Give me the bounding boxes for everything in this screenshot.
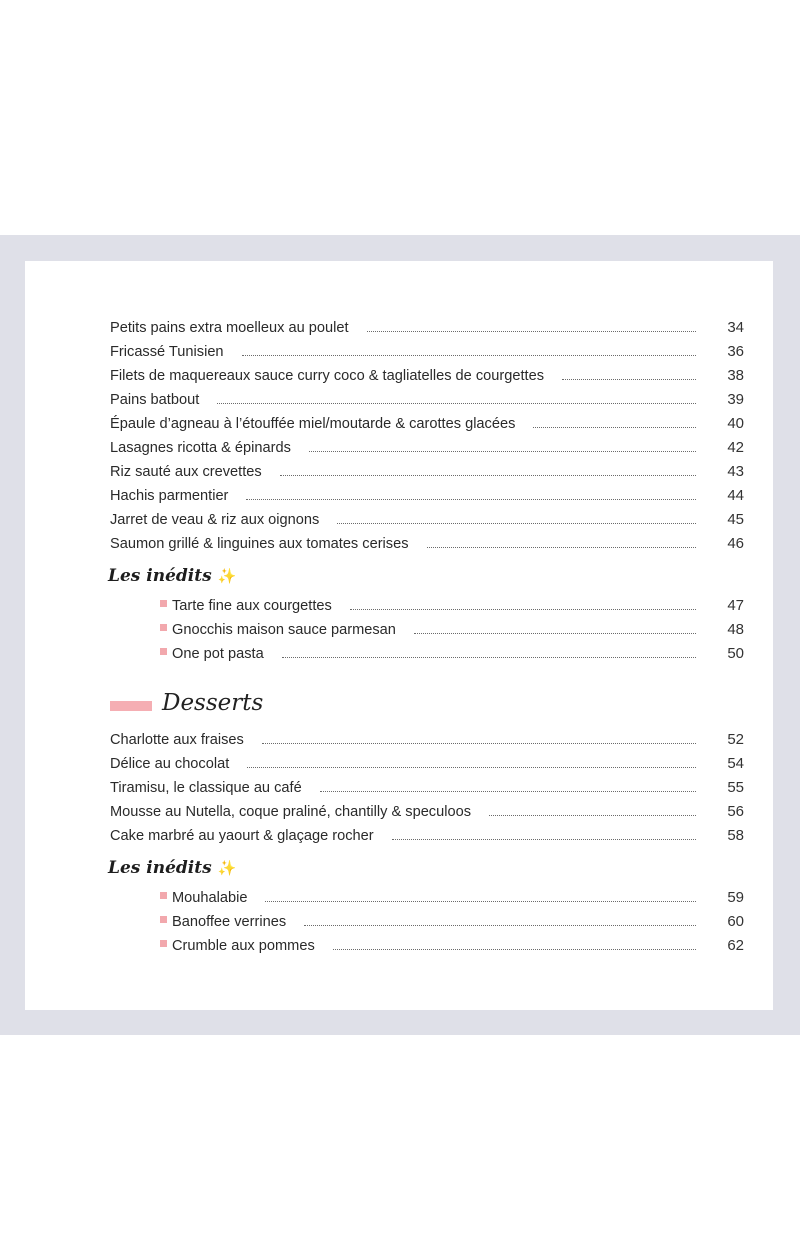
- toc-entry[interactable]: [110, 823, 744, 845]
- dot-leader: [247, 767, 696, 768]
- dot-leader: [242, 355, 696, 356]
- entry-page: 42: [727, 439, 744, 456]
- toc-entry[interactable]: [110, 387, 744, 409]
- square-bullet-icon: [160, 600, 167, 607]
- toc-entry[interactable]: [160, 641, 744, 663]
- entry-page: 54: [727, 755, 744, 772]
- toc-entry[interactable]: [110, 459, 744, 481]
- entry-title: Tiramisu, le classique au café: [110, 780, 302, 796]
- entry-title: [160, 937, 325, 955]
- toc-entry[interactable]: [160, 593, 744, 615]
- dot-leader: [246, 499, 696, 500]
- toc-entry[interactable]: [110, 315, 744, 337]
- entry-page: 44: [727, 487, 744, 504]
- entry-page: 40: [727, 415, 744, 432]
- toc-entry[interactable]: [110, 727, 744, 749]
- toc-entry[interactable]: [110, 531, 744, 553]
- toc-entry[interactable]: [110, 411, 744, 433]
- entry-page: 55: [727, 779, 744, 796]
- toc-entry[interactable]: [110, 363, 744, 385]
- section-heading-desserts: [110, 690, 263, 716]
- entry-page: 45: [727, 511, 744, 528]
- entry-page: 52: [727, 731, 744, 748]
- toc-entry[interactable]: [110, 339, 744, 361]
- entry-title: [160, 621, 406, 639]
- entry-title-text: Mouhalabie: [172, 890, 248, 906]
- entry-title-text: Tarte fine aux courgettes: [172, 598, 332, 614]
- toc-entry[interactable]: [160, 885, 744, 907]
- entry-title: [160, 913, 296, 931]
- inedits-heading-text: Les inédits: [108, 566, 212, 586]
- dot-leader: [282, 657, 696, 658]
- dot-leader: [533, 427, 696, 428]
- entry-page: 36: [727, 343, 744, 360]
- toc-entry[interactable]: [160, 909, 744, 931]
- toc-entry[interactable]: [110, 751, 744, 773]
- entry-title: Charlotte aux fraises: [110, 732, 244, 748]
- entry-title: [160, 645, 274, 663]
- entry-page: 59: [727, 889, 744, 906]
- dot-leader: [350, 609, 696, 610]
- entry-page: 47: [727, 597, 744, 614]
- toc-entry[interactable]: [110, 507, 744, 529]
- sparkles-icon: ✨: [217, 859, 237, 877]
- entry-page: 50: [727, 645, 744, 662]
- entry-page: 39: [727, 391, 744, 408]
- entry-title: [160, 597, 342, 615]
- dot-leader: [427, 547, 696, 548]
- entry-title: Épaule d’agneau à l’étouffée miel/moutarde & carottes glacées: [110, 416, 516, 432]
- sparkles-icon: ✨: [217, 567, 237, 585]
- entry-title: Saumon grillé & linguines aux tomates cerises: [110, 536, 409, 552]
- entry-page: 56: [727, 803, 744, 820]
- entry-page: 60: [727, 913, 744, 930]
- square-bullet-icon: [160, 916, 167, 923]
- entry-title: Petits pains extra moelleux au poulet: [110, 320, 349, 336]
- entry-title-text: Gnocchis maison sauce parmesan: [172, 622, 396, 638]
- entry-title: [160, 889, 257, 907]
- dot-leader: [562, 379, 696, 380]
- dot-leader: [392, 839, 696, 840]
- dot-leader: [217, 403, 696, 404]
- inedits-heading: [108, 566, 236, 586]
- toc-entry[interactable]: [110, 435, 744, 457]
- entry-title: Cake marbré au yaourt & glaçage rocher: [110, 828, 374, 844]
- toc-entry[interactable]: [160, 617, 744, 639]
- section-accent-bar: [110, 701, 152, 711]
- dot-leader: [309, 451, 696, 452]
- entry-title-text: Crumble aux pommes: [172, 938, 315, 954]
- entry-page: 58: [727, 827, 744, 844]
- toc-entry[interactable]: [110, 483, 744, 505]
- entry-title: Lasagnes ricotta & épinards: [110, 440, 291, 456]
- entry-page: 62: [727, 937, 744, 954]
- toc-entry[interactable]: [160, 933, 744, 955]
- inedits-heading: [108, 858, 236, 878]
- dot-leader: [367, 331, 696, 332]
- entry-title: Fricassé Tunisien: [110, 344, 224, 360]
- entry-page: 34: [727, 319, 744, 336]
- square-bullet-icon: [160, 892, 167, 899]
- dot-leader: [280, 475, 696, 476]
- section-title: Desserts: [162, 690, 264, 716]
- inedits-heading-text: Les inédits: [108, 858, 212, 878]
- entry-page: 43: [727, 463, 744, 480]
- toc-entry[interactable]: [110, 799, 744, 821]
- entry-page: 48: [727, 621, 744, 638]
- entry-title: Jarret de veau & riz aux oignons: [110, 512, 320, 528]
- dot-leader: [414, 633, 696, 634]
- entry-title: Riz sauté aux crevettes: [110, 464, 262, 480]
- dot-leader: [262, 743, 696, 744]
- entry-title-text: Banoffee verrines: [172, 914, 287, 930]
- entry-page: 38: [727, 367, 744, 384]
- square-bullet-icon: [160, 624, 167, 631]
- dot-leader: [320, 791, 696, 792]
- dot-leader: [489, 815, 696, 816]
- dot-leader: [304, 925, 696, 926]
- square-bullet-icon: [160, 648, 167, 655]
- dot-leader: [337, 523, 696, 524]
- entry-title: Filets de maquereaux sauce curry coco & tagliatelles de courgettes: [110, 368, 544, 384]
- entry-page: 46: [727, 535, 744, 552]
- dot-leader: [333, 949, 696, 950]
- square-bullet-icon: [160, 940, 167, 947]
- entry-title: Délice au chocolat: [110, 756, 230, 772]
- entry-title-text: One pot pasta: [172, 646, 264, 662]
- entry-title: Pains batbout: [110, 392, 200, 408]
- dot-leader: [265, 901, 696, 902]
- entry-title: Mousse au Nutella, coque praliné, chantilly & speculoos: [110, 804, 471, 820]
- toc-entry[interactable]: [110, 775, 744, 797]
- entry-title: Hachis parmentier: [110, 488, 229, 504]
